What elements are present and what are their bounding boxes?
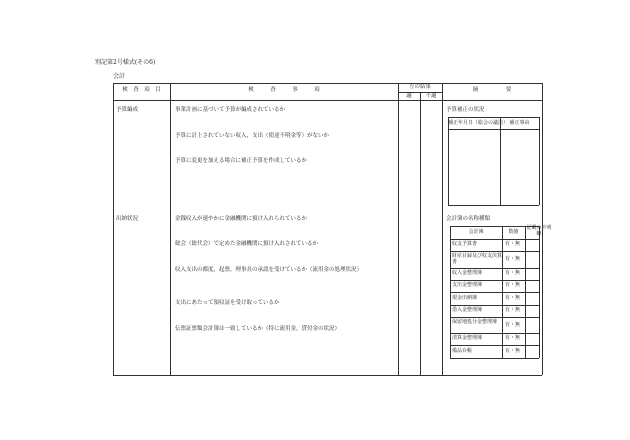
budget-revision-date-header: 補正年月日（総会の議決） <box>448 120 509 126</box>
header-result: 左の結果 <box>408 84 431 90</box>
ledger-row-name: 現金出納簿 <box>452 295 478 301</box>
ledger-row-name: 保留地処分金整理簿 <box>452 319 498 325</box>
ledger-row-status: 有・無 <box>505 295 521 301</box>
ledger-row-name: 借入金整理簿 <box>452 307 483 313</box>
ledger-row-name: 財産目録及び収支決算書 <box>452 253 503 265</box>
section-title: 会計 <box>113 73 126 80</box>
header-summary: 摘 要 <box>472 87 512 93</box>
form-title: 別記第2号様式(その6) <box>95 59 156 66</box>
ledger-row-status: 有・無 <box>505 348 521 354</box>
header-item: 検 査 項 目 <box>122 87 161 93</box>
check-item: 事業計画に基づいて予算が編成されているか <box>175 107 286 113</box>
check-item: 総会（総代会）で定めた金融機関に預け入れされているか <box>175 241 319 247</box>
ledger-row-name: 備品台帳 <box>452 348 473 354</box>
check-item: 金銭収入が速やかに金融機関に預け入れられているか <box>175 216 308 222</box>
header-inappropriate: 不適 <box>425 93 437 99</box>
section-name-cash: 出納状況 <box>116 216 139 222</box>
ledger-row-status: 有・無 <box>505 256 521 262</box>
section-name-budget: 予算編成 <box>116 107 139 113</box>
ledger-row-status: 有・無 <box>505 335 521 341</box>
ledger-col-note: 記載の不明瞭 <box>526 225 552 237</box>
ledger-row-status: 有・無 <box>505 307 521 313</box>
ledger-title: 会計簿の名称種類 <box>446 216 491 222</box>
ledger-row-status: 有・無 <box>505 322 521 328</box>
ledger-row-name: 支出金整理簿 <box>452 282 483 288</box>
check-item: 支出にあたって領収証を受け取っているか <box>175 300 280 306</box>
ledger-row-name: 収支予算書 <box>452 241 478 247</box>
check-item: 予算に計上されていない収入，支出（使途不明金等）がないか <box>175 133 330 139</box>
check-item: 伝票証票類会計簿は一致しているか（特に流用金，貸付金の状況） <box>175 326 341 332</box>
ledger-row-status: 有・無 <box>505 270 521 276</box>
budget-revision-title: 予算補正の状況 <box>446 107 485 113</box>
ledger-col-name: 会計簿 <box>468 229 484 235</box>
ledger-row-name: 清算金整理簿 <box>452 335 483 341</box>
ledger-row-status: 有・無 <box>505 241 521 247</box>
ledger-row-name: 収入金整理簿 <box>452 270 483 276</box>
header-matters: 検 査 事 項 <box>248 87 320 93</box>
check-item: 収入支出の都度，起票，理事長の承認を受けているか（流用金の処理状況） <box>175 267 363 273</box>
ledger-col-count: 数値 <box>508 229 519 235</box>
budget-revision-reason-header: 補正事由 <box>509 120 530 126</box>
header-appropriate: 適 <box>406 93 412 99</box>
ledger-row-status: 有・無 <box>505 282 521 288</box>
check-item: 予算に変更を加える場合に補正予算を作成しているか <box>175 158 308 164</box>
